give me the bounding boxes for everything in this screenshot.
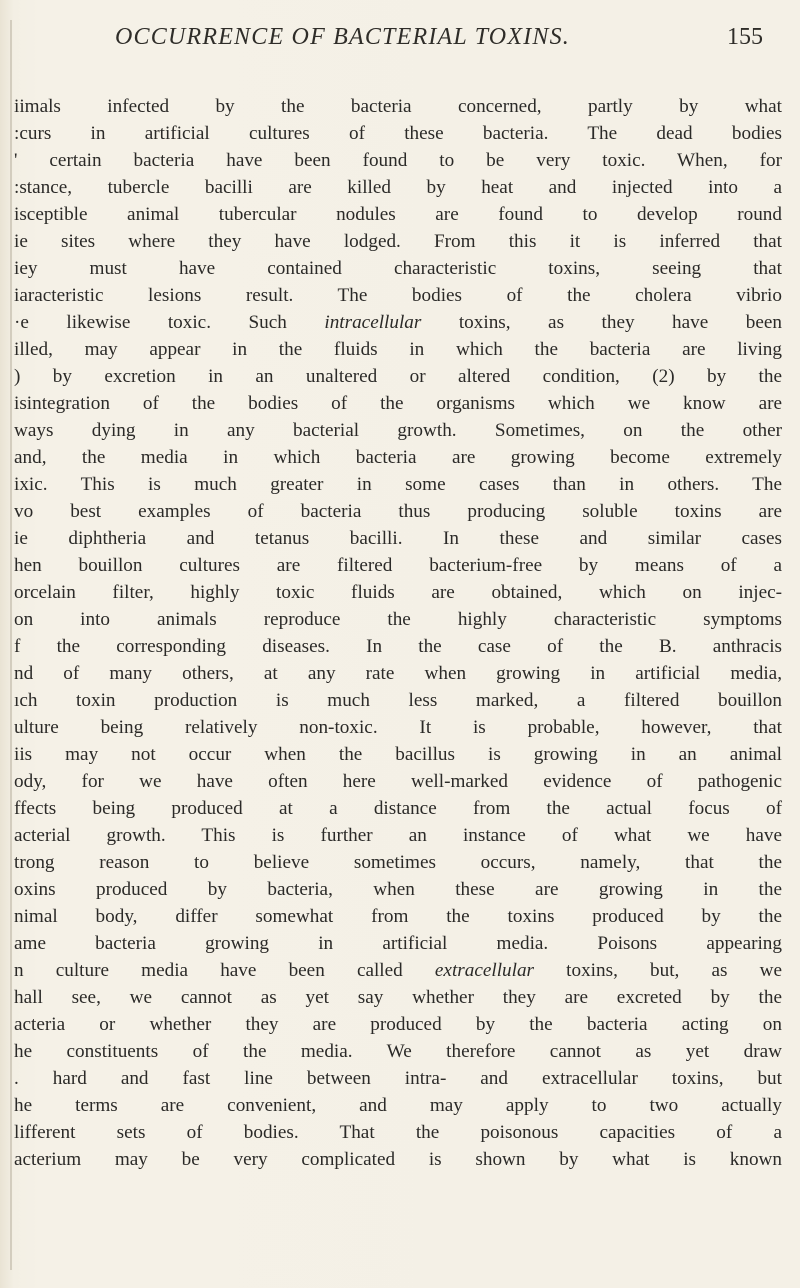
text-line: ffects being produced at a distance from the actual focus of — [14, 798, 782, 819]
text-line: :curs in artificial cultures of these bacteria. The dead bodies — [14, 123, 782, 144]
page-number: 155 — [727, 24, 763, 50]
text-line: nd of many others, at any rate when growing in artificial media, — [14, 663, 782, 684]
text-line: f the corresponding diseases. In the case of the B. anthracis — [14, 636, 782, 657]
text-line: on into animals reproduce the highly characteristic symptoms — [14, 609, 782, 630]
running-head — [0, 24, 800, 64]
text-line: trong reason to believe sometimes occurs, namely, that the — [14, 852, 782, 873]
text-line: illed, may appear in the fluids in which the bacteria are living — [14, 339, 782, 360]
text-line: nimal body, differ somewhat from the toxins produced by the — [14, 906, 782, 927]
text-line: lifferent sets of bodies. That the poisonous capacities of a — [14, 1122, 782, 1143]
running-head-title: OCCURRENCE OF BACTERIAL TOXINS. — [115, 24, 570, 50]
text-line: vo best examples of bacteria thus producing soluble toxins are — [14, 501, 782, 522]
text-line: ixic. This is much greater in some cases than in others. The — [14, 474, 782, 495]
text-line: hen bouillon cultures are filtered bacterium-free by means of a — [14, 555, 782, 576]
text-line: ' certain bacteria have been found to be very toxic. When, for — [14, 150, 782, 171]
text-line: isintegration of the bodies of the organisms which we know are — [14, 393, 782, 414]
text-line: acterium may be very complicated is shown by what is known — [14, 1149, 782, 1170]
text-line: ie sites where they have lodged. From this it is inferred that — [14, 231, 782, 252]
text-line: ·e likewise toxic. Such intracellular toxins, as they have been — [14, 312, 782, 333]
body-text — [0, 93, 800, 1173]
text-line: isceptible animal tubercular nodules are found to develop round — [14, 204, 782, 225]
text-line: ulture being relatively non-toxic. It is probable, however, that — [14, 717, 782, 738]
text-line: hall see, we cannot as yet say whether they are excreted by the — [14, 987, 782, 1008]
text-line: iaracteristic lesions result. The bodies of the cholera vibrio — [14, 285, 782, 306]
text-line: iey must have contained characteristic toxins, seeing that — [14, 258, 782, 279]
text-line: . hard and fast line between intra- and extracellular toxins, but — [14, 1068, 782, 1089]
text-line: ways dying in any bacterial growth. Sometimes, on the other — [14, 420, 782, 441]
text-line: he terms are convenient, and may apply to two actually — [14, 1095, 782, 1116]
text-line: ame bacteria growing in artificial media. Poisons appearing — [14, 933, 782, 954]
text-line: acterial growth. This is further an instance of what we have — [14, 825, 782, 846]
text-line: n culture media have been called extracellular toxins, but, as we — [14, 960, 782, 981]
text-line: iimals infected by the bacteria concerned, partly by what — [14, 96, 782, 117]
text-line: and, the media in which bacteria are growing become extremely — [14, 447, 782, 468]
text-line: iis may not occur when the bacillus is growing in an animal — [14, 744, 782, 765]
text-line: he constituents of the media. We therefore cannot as yet draw — [14, 1041, 782, 1062]
text-line: ıch toxin production is much less marked, a filtered bouillon — [14, 690, 782, 711]
text-line: acteria or whether they are produced by the bacteria acting on — [14, 1014, 782, 1035]
text-line: ody, for we have often here well-marked evidence of pathogenic — [14, 771, 782, 792]
text-line: ) by excretion in an unaltered or altered condition, (2) by the — [14, 366, 782, 387]
text-line: oxins produced by bacteria, when these are growing in the — [14, 879, 782, 900]
text-line: :stance, tubercle bacilli are killed by heat and injected into a — [14, 177, 782, 198]
text-line: orcelain filter, highly toxic fluids are obtained, which on injec- — [14, 582, 782, 603]
text-line: ie diphtheria and tetanus bacilli. In these and similar cases — [14, 528, 782, 549]
